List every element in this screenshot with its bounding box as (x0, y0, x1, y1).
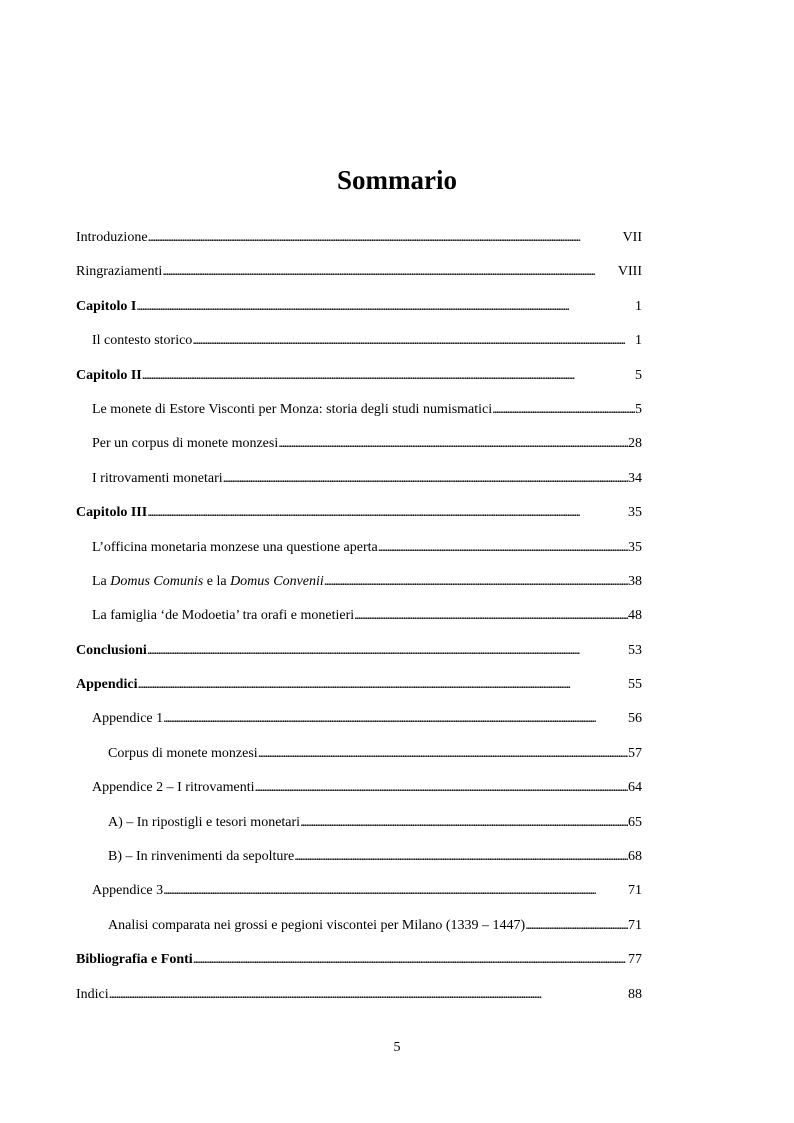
toc-entry-corpus-monete[interactable] (76, 427, 642, 461)
toc-entry-appendici[interactable] (76, 668, 642, 702)
dot-leader (136, 290, 635, 324)
toc-entry-page: 57 (628, 745, 642, 761)
toc-entry-page: 56 (628, 711, 642, 727)
toc-entry-label: I ritrovamenti monetari (92, 470, 223, 486)
toc-entry-page: 1 (635, 298, 642, 314)
dot-leader (378, 531, 628, 565)
dot-leader (142, 359, 635, 393)
toc-entry-ritrovamenti-monetari[interactable] (76, 462, 642, 496)
dot-leader (147, 634, 628, 668)
toc-entry-page: 53 (628, 642, 642, 658)
label-part: e la (203, 573, 231, 589)
toc-entry-page: VIII (617, 264, 642, 280)
toc-entry-page: 71 (628, 883, 642, 899)
label-part-italic: Domus Comunis (110, 573, 204, 589)
toc-entry-label: Analisi comparata nei grossi e pegioni viscontei per Milano (1339 – 1447) (108, 917, 526, 933)
toc-entry-page: 1 (635, 333, 642, 349)
toc-entry-label: Il contesto storico (92, 333, 193, 349)
toc-entry-label: Conclusioni (76, 642, 147, 658)
toc-entry-label: Ringraziamenti (76, 264, 163, 280)
toc-entry-label (92, 565, 324, 599)
toc-entry-page: 38 (628, 573, 642, 589)
toc-entry-label: Appendice 1 (92, 711, 164, 727)
dot-leader (278, 427, 628, 461)
dot-leader (162, 255, 618, 289)
toc-entry-analisi-comparata[interactable] (76, 909, 642, 943)
dot-leader (525, 909, 628, 943)
page-title: Sommario (337, 165, 457, 195)
toc-entry-capitolo-2[interactable] (76, 359, 642, 393)
dot-leader (223, 462, 628, 496)
toc-entry-capitolo-1[interactable] (76, 290, 642, 324)
toc-entry-monete-estore-visconti[interactable] (76, 393, 642, 427)
toc-entry-label: La famiglia ‘de Modoetia’ tra orafi e monetieri (92, 608, 355, 624)
toc-entry-appendice-3[interactable] (76, 874, 642, 908)
dot-leader (193, 943, 628, 977)
toc-entry-indici[interactable] (76, 978, 642, 1012)
dot-leader (255, 771, 628, 805)
toc-entry-page: 35 (628, 505, 642, 521)
dot-leader (258, 737, 628, 771)
toc-entry-page: 68 (628, 849, 642, 865)
toc-entry-capitolo-3[interactable] (76, 496, 642, 530)
toc-entry-page: 71 (628, 917, 642, 933)
label-part-italic: Domus Convenii (230, 573, 324, 589)
toc-entry-officina-monetaria[interactable] (76, 531, 642, 565)
toc-entry-page: VII (622, 230, 642, 245)
toc-entry-page: 48 (628, 608, 642, 624)
toc-entry-label: Le monete di Estore Visconti per Monza: storia degli studi numismatici (92, 401, 493, 417)
dot-leader (294, 840, 628, 874)
table-of-contents (76, 221, 642, 1012)
toc-entry-famiglia-de-modoetia[interactable] (76, 599, 642, 633)
toc-entry-label: Capitolo I (76, 298, 137, 314)
toc-entry-domus-comunis[interactable] (76, 565, 642, 599)
toc-entry-page: 35 (628, 539, 642, 555)
toc-entry-label: Capitolo II (76, 367, 142, 383)
toc-entry-label: Introduzione (76, 230, 148, 245)
toc-entry-corpus-monete-monzesi[interactable] (76, 737, 642, 771)
toc-entry-appendice-2[interactable] (76, 771, 642, 805)
toc-entry-page: 28 (628, 436, 642, 452)
toc-entry-introduzione[interactable] (76, 221, 642, 255)
toc-entry-page: 5 (635, 401, 642, 417)
toc-entry-rinvenimenti-sepolture[interactable] (76, 840, 642, 874)
toc-entry-bibliografia[interactable] (76, 943, 642, 977)
toc-entry-page: 5 (635, 367, 642, 383)
toc-entry-page: 55 (628, 677, 642, 693)
dot-leader (354, 599, 628, 633)
toc-entry-appendice-1[interactable] (76, 702, 642, 736)
toc-entry-contesto-storico[interactable] (76, 324, 642, 358)
toc-entry-ringraziamenti[interactable] (76, 255, 642, 289)
toc-entry-ripostigli-tesori[interactable] (76, 806, 642, 840)
dot-leader (109, 978, 628, 1012)
label-part: La (92, 573, 111, 589)
toc-entry-page: 88 (628, 986, 642, 1002)
toc-entry-page: 65 (628, 814, 642, 830)
toc-entry-conclusioni[interactable] (76, 634, 642, 668)
toc-entry-label: Appendice 3 (92, 883, 164, 899)
dot-leader (147, 496, 628, 530)
dot-leader (300, 806, 628, 840)
toc-entry-label: Appendici (76, 677, 138, 693)
dot-leader (192, 324, 635, 358)
dot-leader (492, 393, 635, 427)
toc-entry-label: Capitolo III (76, 505, 148, 521)
toc-entry-label: B) – In rinvenimenti da sepolture (108, 849, 295, 865)
dot-leader (163, 874, 628, 908)
toc-entry-label: L’officina monetaria monzese una questione aperta (92, 539, 378, 555)
toc-entry-page: 77 (628, 952, 642, 968)
toc-entry-page: 34 (628, 470, 642, 486)
dot-leader (137, 668, 628, 702)
toc-entry-label: Appendice 2 – I ritrovamenti (92, 780, 255, 796)
toc-entry-page: 64 (628, 780, 642, 796)
toc-entry-label: Bibliografia e Fonti (76, 952, 193, 968)
toc-entry-label: Per un corpus di monete monzesi (92, 436, 279, 452)
dot-leader (163, 702, 628, 736)
dot-leader (324, 565, 628, 599)
page-number: 5 (393, 1040, 401, 1055)
toc-entry-label: Indici (76, 986, 109, 1002)
toc-entry-label: Corpus di monete monzesi (108, 745, 258, 761)
dot-leader (148, 221, 623, 255)
toc-entry-label: A) – In ripostigli e tesori monetari (108, 814, 301, 830)
